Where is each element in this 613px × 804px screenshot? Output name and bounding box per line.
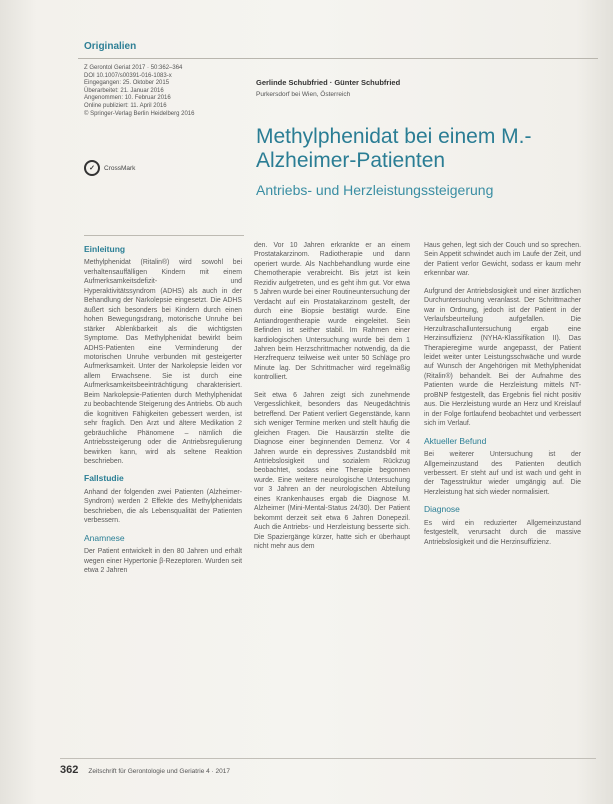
heading-anamnese: Anamnese — [84, 532, 125, 543]
page-footer — [60, 764, 230, 776]
meta-line: © Springer-Verlag Berlin Heidelberg 2016 — [84, 110, 195, 117]
paragraph: Der Patient entwickelt in den 80 Jahren und erhält wegen einer Hypertonie β-Rezeptoren. Wurden seit etwa 2 Jahren — [84, 548, 242, 575]
crossmark-badge[interactable] — [84, 160, 135, 176]
meta-line: Z Gerontol Geriat 2017 · 50:362–364 — [84, 65, 183, 71]
journal-name: Zeitschrift für Gerontologie und Geriatrie 4 · 2017 — [88, 768, 230, 775]
heading-diagnose: Diagnose — [424, 504, 460, 515]
footer-rule — [60, 758, 596, 759]
authors: Gerlinde Schubfried · Günter Schubfried — [256, 78, 401, 87]
paragraph: Aufgrund der Antriebslosigkeit und einer ärztlichen Durchuntersuchung veranlasst. Der Schrittmacher war in Ordnung, jedoch ist der Patient in der Verlaufsbeurteilung aufgefallen. Die Herzultraschalluntersuchung ergab eine Herzinsuffizienz (NYHA-Klassifikation II). Das Therapieregime wurde angepasst, der Patient leidet weiter unter Leistungsschwäche und wurde auf Wunsch der Angehörigen mit Methylphenidat (Ritalin®) behandelt. Bei der Aufnahme des Patienten wurde die Herzleistung mittels NT-proBNP festgestellt, das Ergebnis fiel nicht positiv aus. Die Herzleistung wurde an Herz und Kreislauf in der Folge fortlaufend beobachtet und verbessert sich im Verlauf. — [424, 287, 581, 428]
meta-line: DOI 10.1007/s00391-016-1083-x — [84, 72, 172, 79]
article-subtitle: Antriebs- und Herzleistungssteigerung — [256, 182, 494, 198]
paragraph: Methylphenidat (Ritalin®) wird sowohl bei verhaltensauffälligen Kindern mit einem Aufmerksamkeitsdefizit- und Hyperaktivitätssyndrom (ADHS) als auch in der Behandlung der Narkolepsie eingesetzt. Die ADHS äußert sich besonders bei Kindern durch einen hohen Bewegungsdrang, motorische Unruhe bei stärker Ablenkbarkeit als die wichtigsten Symptome. Das Methylphenidat bewirkt beim ADHS-Patienten eine Verminderung der motorischen Unruhe verbunden mit gesteigerter Aufmerksamkeit. Unter der Narkolepsie leiden vor allem Erwachsene. Sie ist durch eine Aufmerksamkeitsbeeinträchtigung charakterisiert. Beim Narkolepsie-Patienten durch Methylphenidat zu beobachtende Steigerung des Antriebs. Ob auch die kognitiven Fähigkeiten gebessert werden, ist sehr fraglich. Den Arzt und ältere Medikation 2 gebräuchliche Phänomene – nämlich die Antriebssteigerung oder die Antriebsregulierung bewirken kann, wird als seltene Reaktion beschrieben. — [84, 259, 242, 465]
paragraph: Haus gehen, legt sich der Couch und so sprechen. Sein Appetit schwindet auch im Laufe der Zeit, und der Patient verlor Gewicht, sodass er kaum mehr erkennbar war. — [424, 242, 581, 278]
paragraph: Seit etwa 6 Jahren zeigt sich zunehmende Vergesslichkeit, besonders das Neugedächtnis betreffend. Der Patient verliert Gegenstände, kann sich weniger Termine merken und stellt häufig die gleichen Fragen. Die Hausärztin stellte die Diagnose einer beginnenden Demenz. Vor 4 Jahren wurde ein depressives Zustandsbild mit Antriebslosigkeit und sozialem Rückzug beobachtet, sodass eine Therapie begonnen wurde. Eine weitere neurologische Untersuchung vor 3 Jahren an der neurologischen Abteilung eines Krankenhauses ergab die Diagnose M. Alzheimer (Mini-Mental-Status 24/30). Der Patient bekommt derzeit seit etwa 6 Jahren Donepezil. Auch die Antriebs- und Herzleistung besserte sich. Die Spaziergänge kürzer, hatte sich er überhaupt nicht mehr aus dem — [254, 391, 410, 551]
meta-line: Online publiziert: 11. April 2016 — [84, 102, 167, 109]
page-number: 362 — [60, 764, 79, 776]
crossmark-icon: ✓ — [84, 160, 100, 176]
meta-line: Überarbeitet: 21. Januar 2016 — [84, 87, 164, 94]
paragraph: den. Vor 10 Jahren erkrankte er an einem Prostatakarzinom. Radiotherapie und dann operiert wurde. Als Nachbehandlung wurde eine Chemotherapie verabreicht. Bis jetzt ist kein Rezidiv aufgetreten, und es geht ihm gut. Vor etwa 5 Jahren wurde bei einer Routineuntersuchung der Verdacht auf ein Prostatakarzinom gestellt, der durch eine Biopsie bestätigt wurde. Eine Antiandrogentherapie wurde eingeleitet. Sein Befinden ist seither stabil. Im Rahmen einer kardiologischen Untersuchung wurde bei dem 1 Jahren beim Herzschrittmacher notwendig, da die Herzfrequenz teilweise weit unter 50 Schläge pro Minute lag. Der Schrittmacher wird regelmäßig kontrolliert. — [254, 242, 410, 382]
heading-aktueller-befund: Aktueller Befund — [424, 435, 487, 446]
heading-einleitung: Einleitung — [84, 244, 126, 254]
text-column-3 — [424, 241, 581, 555]
author-location: Purkersdorf bei Wien, Österreich — [256, 91, 351, 98]
article-metadata — [84, 65, 254, 118]
text-column-2 — [254, 241, 410, 560]
meta-line: Angenommen: 10. Februar 2016 — [84, 95, 171, 102]
paragraph: Es wird ein reduzierter Allgemeinzustand festgestellt, verursacht durch die massive Antriebslosigkeit und die Herzinsuffizienz. — [424, 519, 581, 546]
crossmark-label: CrossMark — [104, 164, 136, 172]
heading-fallstudie: Fallstudie — [84, 473, 124, 484]
text-column-1 — [84, 245, 242, 584]
meta-line: Eingegangen: 25. Oktober 2015 — [84, 80, 170, 87]
header-rule — [78, 58, 598, 59]
paragraph: Anhand der folgenden zwei Patienten (Alzheimer-Syndrom) werden 2 Effekte des Methylphenidats beschrieben, die als Lebensqualität der Patienten verbessern. — [84, 488, 242, 525]
section-label: Originalien — [84, 41, 137, 52]
article-title: Methylphenidat bei einem M.-Alzheimer-Patienten — [256, 125, 532, 172]
paragraph: Bei weiterer Untersuchung ist der Allgemeinzustand des Patienten deutlich verbessert. Er steht auf und ist wach und geht in der Tagesstruktur wieder umgängig auf. Die Herzleistung hat sich wieder normalisiert. — [424, 451, 581, 496]
column-rule — [84, 235, 244, 236]
